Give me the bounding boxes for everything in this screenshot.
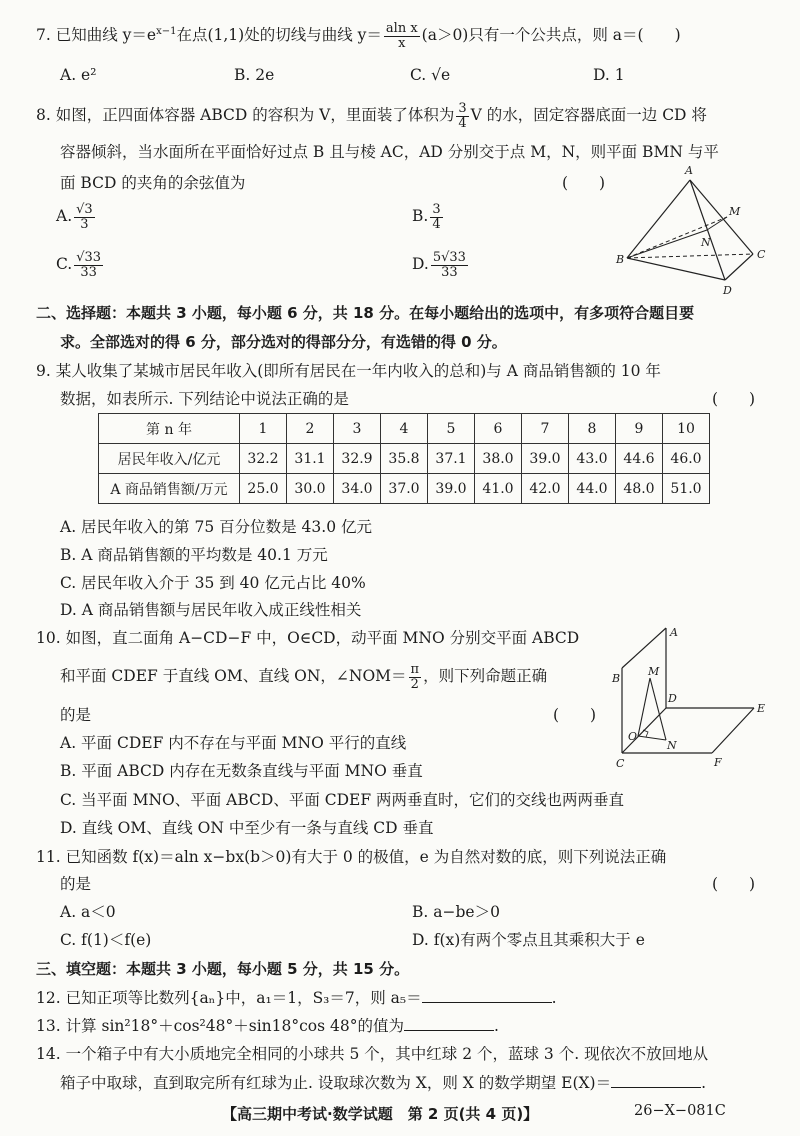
table-cell: 46.0 <box>663 444 710 474</box>
label-c: C <box>616 757 625 770</box>
table-header-cell: 1 <box>240 414 287 444</box>
label-n: N <box>701 236 711 249</box>
q10-option-b: B. 平面 ABCD 内存在无数条直线与平面 MNO 垂直 <box>60 762 423 780</box>
q8-option-a <box>56 203 97 231</box>
q8-option-a-num: √3 <box>76 202 93 217</box>
q12-answer-blank[interactable] <box>422 986 552 1003</box>
q8-line1-b: V 的水，固定容器底面一边 CD 将 <box>470 106 707 125</box>
table-cell: 34.0 <box>334 474 381 504</box>
edge-bd <box>627 258 725 280</box>
label-d: D <box>723 284 732 297</box>
q7-stem-text: 7. 已知曲线 y＝e <box>36 26 157 45</box>
q13-answer-blank[interactable] <box>404 1014 494 1031</box>
edge-a-b <box>622 628 666 668</box>
table-header-cell: 7 <box>522 414 569 444</box>
q8-option-d-den: 33 <box>441 264 458 280</box>
q7-option-d: D. 1 <box>593 66 625 84</box>
q9-line1: 9. 某人收集了某城市居民年收入(即所有居民在一年内收入的总和)与 A 商品销售额的 10 年 <box>36 362 661 380</box>
table-header-cell: 9 <box>616 414 663 444</box>
table-header-cell: 6 <box>475 414 522 444</box>
q9-line2: 数据，如表所示. 下列结论中说法正确的是 <box>60 390 349 408</box>
q10-line3: 的是 <box>60 706 92 724</box>
tetrahedron-figure <box>615 162 775 300</box>
table-cell: 30.0 <box>287 474 334 504</box>
label-m: M <box>729 205 741 218</box>
q8-line2: 容器倾斜，当水面所在平面恰好过点 B 且与棱 AC，AD 分别交于点 M，N，则平面 BMN 与平 <box>60 143 719 161</box>
q8-option-b-den: 4 <box>432 216 441 232</box>
label-d: D <box>668 692 677 705</box>
table-cell: 居民年收入/亿元 <box>99 444 240 474</box>
q7-option-a: A. e² <box>60 66 97 84</box>
q8-line1 <box>36 102 707 130</box>
q13-end: . <box>493 1017 499 1035</box>
line-om <box>638 678 650 736</box>
table-header-row <box>99 414 710 444</box>
q10-option-a: A. 平面 CDEF 内不存在与平面 MNO 平行的直线 <box>60 734 407 752</box>
table-cell: 44.6 <box>616 444 663 474</box>
q10-answer-paren: ( ) <box>553 706 597 724</box>
q8-fraction <box>456 102 468 130</box>
q8-option-d-frac <box>431 251 468 279</box>
q9-answer-paren: ( ) <box>712 390 756 408</box>
table-cell: 42.0 <box>522 474 569 504</box>
q8-option-d-num: 5√33 <box>432 250 466 265</box>
q10-frac-num: π <box>410 662 420 677</box>
line-mn <box>650 678 666 740</box>
table-cell: 43.0 <box>569 444 616 474</box>
label-o: O <box>628 730 638 743</box>
q7-tail-text: (a＞0)只有一个公共点，则 a＝( ) <box>421 26 681 45</box>
q7-option-c: C. √e <box>410 66 451 84</box>
q8-option-a-den: 3 <box>80 216 89 232</box>
edge-ac <box>690 180 753 254</box>
table-cell: 38.0 <box>475 444 522 474</box>
q10-line1: 10. 如图，直二面角 A−CD−F 中，O∈CD，动平面 MNO 分别交平面 ABCD <box>36 629 580 647</box>
q7-exponent: x−1 <box>156 25 177 37</box>
table-header-cell: 第 n 年 <box>99 414 240 444</box>
q13-text: 13. 计算 sin²18°＋cos²48°＋sin18°cos 48°的值为 <box>36 1017 404 1035</box>
q11-option-a: A. a＜0 <box>60 903 116 921</box>
table-cell: 48.0 <box>616 474 663 504</box>
table-cell: 51.0 <box>663 474 710 504</box>
q8-line3: 面 BCD 的夹角的余弦值为 <box>60 174 246 192</box>
edge-ab <box>627 180 690 258</box>
q8-option-b-num: 3 <box>432 202 441 217</box>
q7-frac-num: aln x <box>385 21 418 36</box>
q8-option-c-label: C. <box>56 255 73 274</box>
q8-option-c-num: √33 <box>76 250 102 265</box>
table-cell: 32.2 <box>240 444 287 474</box>
q8-option-a-frac <box>74 203 95 231</box>
q8-option-d-label: D. <box>412 255 429 274</box>
q13-line <box>36 1014 499 1036</box>
q7-option-b: B. 2e <box>234 66 275 84</box>
q12-line <box>36 986 557 1008</box>
q10-line2-a: 和平面 CDEF 于直线 OM、直线 ON，∠NOM＝ <box>60 667 407 686</box>
table-header-cell: 4 <box>381 414 428 444</box>
table-header-cell: 8 <box>569 414 616 444</box>
q11-option-d: D. f(x)有两个零点且其乘积大于 e <box>412 931 645 949</box>
label-b: B <box>612 672 621 685</box>
q14-text: 箱子中取球，直到取完所有红球为止. 设取球次数为 X，则 X 的数学期望 E(X)＝ <box>60 1074 612 1092</box>
table-row <box>99 444 710 474</box>
page-footer: 【高三期中考试·数学试题 第 2 页(共 4 页)】 <box>222 1105 539 1123</box>
q8-frac-num: 3 <box>458 101 467 116</box>
table-cell: 37.0 <box>381 474 428 504</box>
q11-option-b: B. a−be＞0 <box>412 903 500 921</box>
table-cell: 39.0 <box>428 474 475 504</box>
q12-end: . <box>551 989 557 1007</box>
q11-option-c: C. f(1)＜f(e) <box>60 931 152 949</box>
q10-fraction <box>409 663 422 691</box>
q10-frac-den: 2 <box>410 676 419 692</box>
q14-line1: 14. 一个箱子中有大小质地完全相同的小球共 5 个，其中红球 2 个，蓝球 3 个. 现依次不放回地从 <box>36 1045 709 1063</box>
section2-heading-line1: 二、选择题：本题共 3 小题，每小题 6 分，共 18 分。在每小题给出的选项中，有多项符合题目要 <box>36 304 695 322</box>
q7-frac-den: x <box>398 35 406 51</box>
q7-stem <box>36 22 681 50</box>
q8-option-b-frac <box>430 203 442 231</box>
q14-end: . <box>701 1074 707 1092</box>
q7-mid-text: 在点(1,1)处的切线与曲线 y＝ <box>176 26 382 45</box>
section2-heading-line2: 求。全部选对的得 6 分，部分选对的得部分分，有选错的得 0 分。 <box>60 333 507 351</box>
q11-answer-paren: ( ) <box>712 875 756 893</box>
q9-option-d: D. A 商品销售额与居民年收入成正线性相关 <box>60 601 362 619</box>
table-row <box>99 474 710 504</box>
q9-option-b: B. A 商品销售额的平均数是 40.1 万元 <box>60 546 328 564</box>
q10-line2 <box>60 663 547 691</box>
edge-dc <box>725 254 753 280</box>
q7-fraction <box>384 22 420 50</box>
label-c: C <box>757 248 766 261</box>
table-cell: 37.1 <box>428 444 475 474</box>
table-header-cell: 3 <box>334 414 381 444</box>
q10-option-c: C. 当平面 MNO、平面 ABCD、平面 CDEF 两两垂直时，它们的交线也两两垂直 <box>60 791 625 809</box>
table-header-cell: 5 <box>428 414 475 444</box>
edge-bc <box>627 254 753 258</box>
q8-option-c-den: 33 <box>80 264 97 280</box>
table-cell: 39.0 <box>522 444 569 474</box>
q8-frac-den: 4 <box>458 115 467 131</box>
q8-option-b <box>412 203 445 231</box>
q8-option-d <box>412 251 470 279</box>
q14-line2 <box>60 1071 706 1093</box>
q11-line2: 的是 <box>60 875 92 893</box>
paper-code: 26−X−081C <box>634 1103 726 1119</box>
table-cell: 25.0 <box>240 474 287 504</box>
table-header-cell: 2 <box>287 414 334 444</box>
q14-answer-blank[interactable] <box>611 1071 701 1088</box>
table-cell: 31.1 <box>287 444 334 474</box>
q9-option-c: C. 居民年收入介于 35 到 40 亿元占比 40% <box>60 574 366 592</box>
label-f: F <box>714 756 722 769</box>
label-e: E <box>757 702 766 715</box>
q8-option-b-label: B. <box>412 207 429 226</box>
q12-text: 12. 已知正项等比数列{aₙ}中，a₁＝1，S₃＝7，则 a₅＝ <box>36 989 422 1007</box>
label-b: B <box>616 253 625 266</box>
table-cell: A 商品销售额/万元 <box>99 474 240 504</box>
table-cell: 41.0 <box>475 474 522 504</box>
label-m: M <box>648 665 660 678</box>
q8-answer-paren: ( ) <box>562 174 606 192</box>
label-a: A <box>670 626 678 639</box>
q8-option-a-label: A. <box>56 207 73 226</box>
q8-option-c <box>56 251 105 279</box>
table-cell: 44.0 <box>569 474 616 504</box>
table-cell: 32.9 <box>334 444 381 474</box>
label-n: N <box>667 739 677 752</box>
q9-option-a: A. 居民年收入的第 75 百分位数是 43.0 亿元 <box>60 518 372 536</box>
table-cell: 35.8 <box>381 444 428 474</box>
label-a: A <box>685 164 693 177</box>
q10-option-d: D. 直线 OM、直线 ON 中至少有一条与直线 CD 垂直 <box>60 819 434 837</box>
q9-data-table <box>98 413 710 504</box>
q8-option-c-frac <box>74 251 103 279</box>
line-on <box>638 736 666 740</box>
q10-line2-b: ，则下列命题正确 <box>423 667 548 686</box>
segment-bm <box>627 217 727 258</box>
q11-line1: 11. 已知函数 f(x)＝aln x−bx(b＞0)有大于 0 的极值，e 为自然对数的底，则下列说法正确 <box>36 848 667 866</box>
segment-mn <box>707 217 727 230</box>
table-header-cell: 10 <box>663 414 710 444</box>
section3-heading: 三、填空题：本题共 3 小题，每小题 5 分，共 15 分。 <box>36 960 410 978</box>
edge-e-f <box>712 708 754 753</box>
q8-line1-a: 8. 如图，正四面体容器 ABCD 的容积为 V，里面装了体积为 <box>36 106 455 125</box>
dihedral-angle-figure <box>610 618 770 770</box>
